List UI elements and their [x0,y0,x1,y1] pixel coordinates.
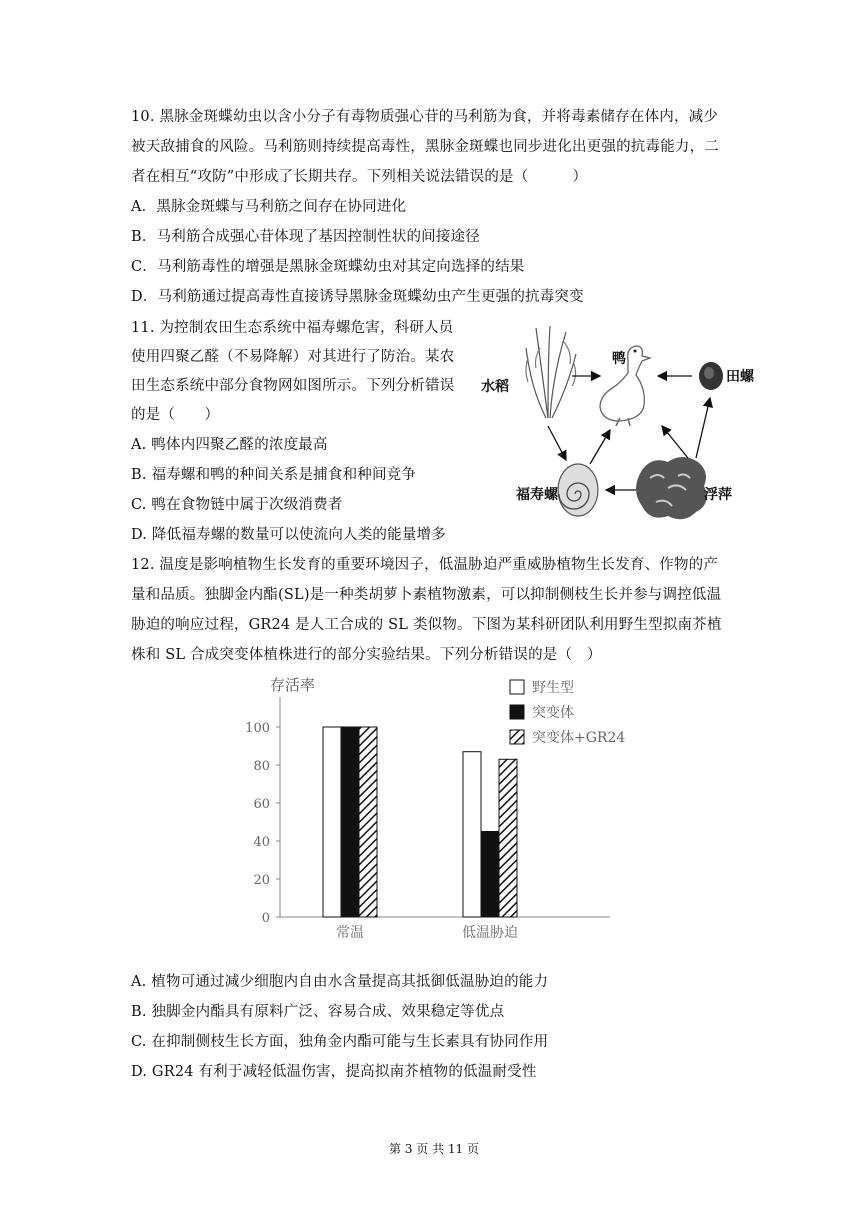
y-tick-label: 20 [253,873,270,888]
q11-option-b: B. 福寿螺和鸭的种间关系是捕食和种间竞争 [131,467,417,483]
q12-option-c: C. 在抑制侧枝生长方面，独角金内酯可能与生长素具有协同作用 [131,1034,549,1050]
page-footer: 第 3 页 共 11 页 [389,1142,479,1156]
q12-option-d: D. GR24 有利于减轻低温伤害，提高拟南芥植物的低温耐受性 [131,1064,537,1080]
apple-snail-icon [558,464,598,516]
q10-option-c: C．马利筋毒性的增强是黑脉金斑蝶幼虫对其定向选择的结果 [131,259,525,275]
label-duck: 鸭 [612,351,626,367]
y-tick-label: 0 [261,911,270,926]
q12-stem-line-2: 量和品质。独脚金内酯(SL)是一种类胡萝卜素植物激素，可以抑制侧枝生长并参与调控低温 [131,587,722,603]
q11-stem-line-3: 田生态系统中部分食物网如图所示。下列分析错误 [131,378,455,394]
arrow-rice-to-apple-snail [548,426,566,460]
label-duckweed: 浮萍 [704,487,732,503]
bar-0-1 [341,727,359,917]
q12-option-b: B. 独脚金内酯具有原料广泛、容易合成、效果稳定等优点 [131,1004,505,1020]
y-tick-label: 100 [245,721,270,736]
legend-swatch [510,680,524,694]
bar-0-0 [323,727,341,917]
arrow-duckweed-to-field-snail [696,398,710,458]
legend-swatch [510,705,524,719]
legend-label: 突变体+GR24 [532,730,626,746]
q10-option-d: D．马利筋通过提高毒性直接诱导黑脉金斑蝶幼虫产生更强的抗毒突变 [131,289,584,305]
label-field-snail: 田螺 [726,369,754,385]
chart-svg [220,672,650,952]
label-apple-snail: 福寿螺 [516,487,558,503]
x-category-label: 低温胁迫 [462,925,518,941]
q11-stem-line-1: 11. 为控制农田生态系统中福寿螺危害，科研人员 [131,320,454,336]
bar-1-2 [499,759,517,917]
bar-1-1 [481,832,499,918]
q12-stem-line-4: 株和 SL 合成突变体植株进行的部分实验结果。下列分析错误的是（ ） [131,647,602,663]
q12-option-a: A. 植物可通过减少细胞内自由水含量提高其抵御低温胁迫的能力 [131,974,549,990]
bar-1-0 [463,752,481,917]
q12-stem-line-3: 胁迫的响应过程，GR24 是人工合成的 SL 类似物。下图为某科研团队利用野生型拟南芥植 [131,617,722,633]
y-axis-label: 存活率 [270,676,316,694]
q11-option-a: A. 鸭体内四聚乙醛的浓度最高 [131,437,328,453]
y-tick-label: 60 [253,797,270,812]
duckweed-icon [636,457,707,519]
q11-option-d: D. 降低福寿螺的数量可以使流向人类的能量增多 [131,527,446,543]
label-rice: 水稻 [481,379,509,395]
bar-0-2 [359,727,377,917]
x-category-label: 常温 [336,925,364,941]
survival-rate-chart [220,672,650,952]
arrow-apple-snail-to-duck [590,430,610,464]
rice-plant-icon [526,326,576,418]
q12-stem-line-1: 12. 温度是影响植物生长发育的重要环境因子，低温胁迫严重威胁植物生长发育、作物的产 [131,557,719,573]
q10-option-a: A．黑脉金斑蝶与马利筋之间存在协同进化 [131,199,407,215]
q10-option-b: B．马利筋合成强心苷体现了基因控制性状的间接途径 [131,229,480,245]
legend-swatch [510,730,524,744]
q10-stem-line-2: 被天敌捕食的风险。马利筋则持续提高毒性，黑脉金斑蝶也同步进化出更强的抗毒能力，二 [131,139,719,155]
y-tick-label: 40 [253,835,270,850]
q11-option-c: C. 鸭在食物链中属于次级消费者 [131,497,343,513]
field-snail-icon [699,362,723,390]
q10-stem-line-3: 者在相互“攻防”中形成了长期共存。下列相关说法错误的是（ ） [131,169,588,185]
q11-stem-line-2: 使用四聚乙醛（不易降解）对其进行了防治。某农 [131,349,455,365]
legend-label: 野生型 [532,680,574,696]
q10-stem-line-1: 10. 黑脉金斑蝶幼虫以含小分子有毒物质强心苷的马利筋为食，并将毒素储存在体内，减少 [131,109,719,125]
q11-stem-line-4: 的是（ ） [131,407,220,423]
arrow-duckweed-to-duck [662,426,688,458]
y-tick-label: 80 [253,759,270,774]
food-web-figure [478,318,758,536]
legend-label: 突变体 [532,705,574,721]
